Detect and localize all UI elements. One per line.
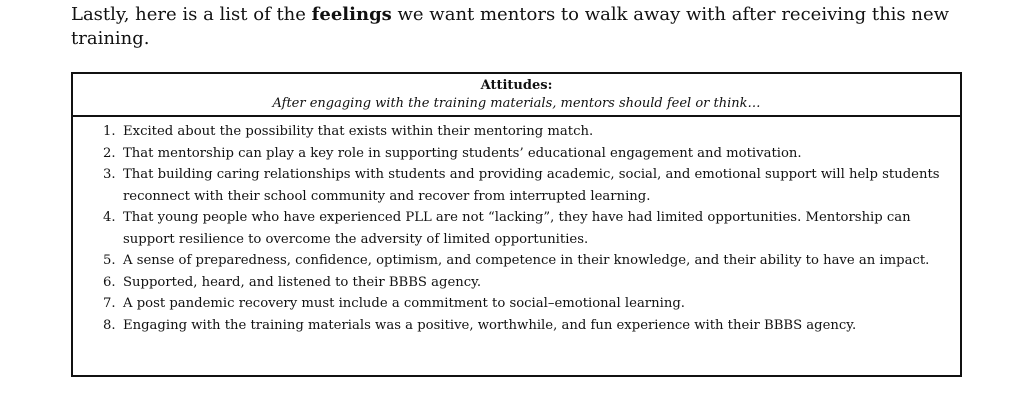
list-item — [73, 250, 960, 272]
list-item — [73, 272, 960, 294]
item-number: 4. — [103, 210, 116, 225]
list-item — [73, 121, 960, 143]
list-item — [73, 143, 960, 165]
item-text: That building caring relationships with students and providing academic, social, and emotional support will help students reconnect with their school community and recover from interrupted learning. — [123, 167, 940, 204]
table-header — [73, 74, 960, 117]
item-number: 7. — [103, 296, 116, 311]
list-item — [73, 315, 960, 337]
table-title: Attitudes: — [480, 78, 553, 93]
item-number: 1. — [103, 124, 116, 139]
item-text: Excited about the possibility that exists within their mentoring match. — [123, 124, 594, 139]
attitudes-table — [71, 72, 962, 377]
item-text: A post pandemic recovery must include a commitment to social–emotional learning. — [123, 296, 685, 311]
list-item — [73, 207, 960, 250]
item-number: 2. — [103, 145, 116, 161]
intro-bold-word: feelings — [311, 4, 392, 25]
item-number: 8. — [103, 317, 116, 333]
list-item — [73, 164, 960, 207]
item-text: That mentorship can play a key role in supporting students’ educational engagement and motivation. — [123, 145, 802, 161]
item-text: A sense of preparedness, confidence, optimism, and competence in their knowledge, and their ability to have an impact. — [123, 253, 930, 268]
item-number: 5. — [103, 253, 116, 268]
table-subtitle: After engaging with the training materials, mentors should feel or think… — [272, 96, 761, 111]
intro-paragraph — [71, 3, 971, 51]
item-text: Engaging with the training materials was a positive, worthwhile, and fun experience with their BBBS agency. — [123, 317, 857, 333]
list-item — [73, 293, 960, 315]
attitudes-list — [73, 117, 960, 336]
item-number: 3. — [103, 167, 116, 182]
intro-text-after: we want mentors to walk away with after receiving this new training. — [71, 4, 950, 49]
item-text: That young people who have experienced PLL are not “lacking”, they have had limited opportunities. Mentorship can support resilience to overcome the adversity of limited opportunities. — [123, 210, 911, 247]
item-number: 6. — [103, 274, 116, 290]
item-text: Supported, heard, and listened to their BBBS agency. — [123, 274, 482, 290]
intro-text-before: Lastly, here is a list of the — [71, 4, 312, 25]
